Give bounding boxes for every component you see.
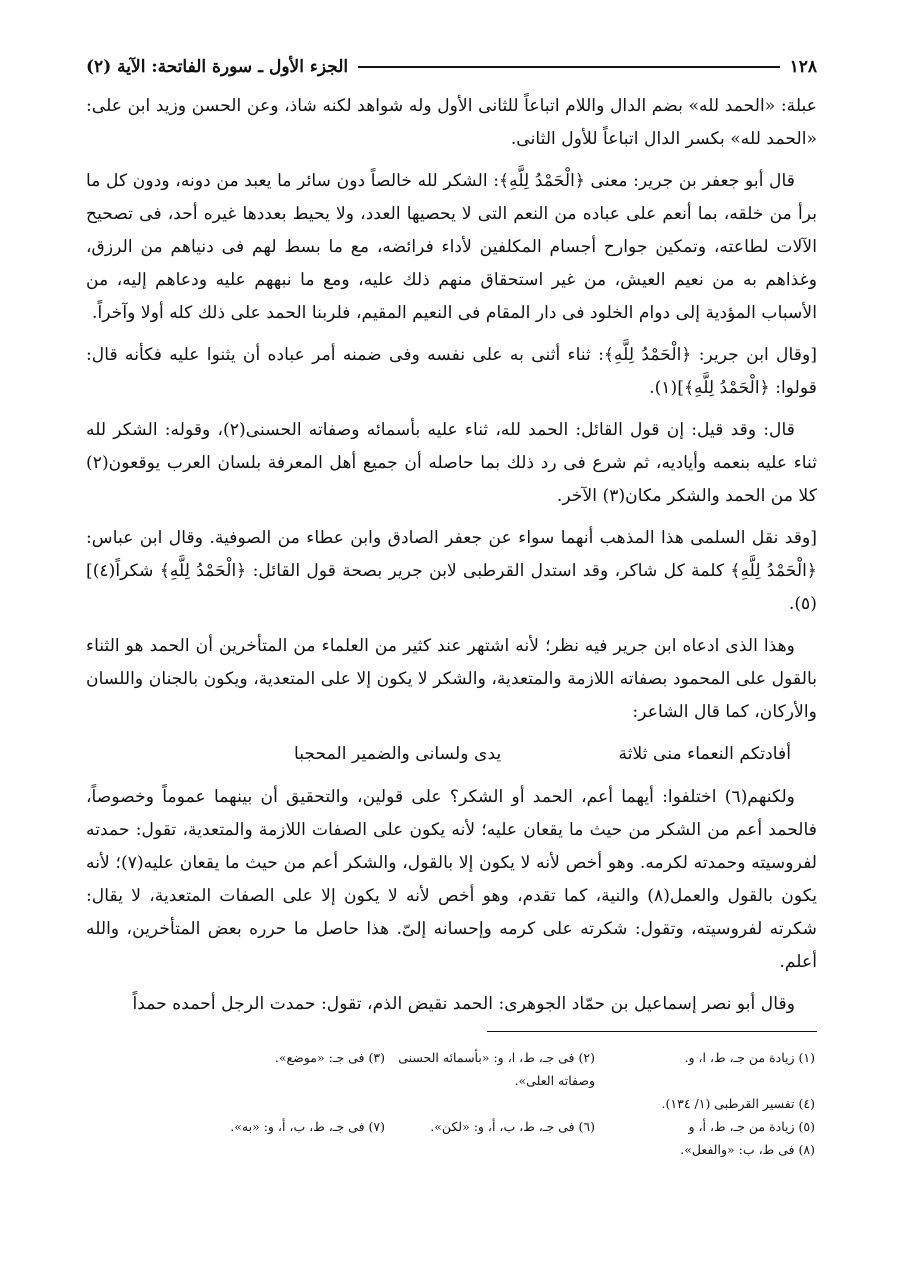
- footnote-row: [86, 1092, 815, 1115]
- paragraph: [وقد نقل السلمى هذا المذهب أنهما سواء عن جعفر الصادق وابن عطاء من الصوفية. وقال ابن عباس: ﴿الْحَمْدُ لِلَّهِ﴾ كلمة كل شاكر، وقد استدل القرطبى لابن جرير بصحة قول القائل: ﴿الْحَمْدُ لِلَّهِ﴾ شكراً(٤)](٥).: [86, 528, 817, 614]
- verse-second-hemistich: يدى ولسانى والضمير المحجبا: [294, 744, 502, 764]
- footnote-row: [86, 1138, 815, 1161]
- main-text-continued: [86, 781, 817, 1021]
- main-text: [86, 90, 817, 729]
- paragraph: ولكنهم(٦) اختلفوا: أيهما أعم، الحمد أو الشكر؟ على قولين، والتحقيق أن بينهما عموماً وخصوصاً، فالحمد أعم من الشكر من حيث ما يقعان عليه؛ لأنه يكون على الصفات اللازمة والمتعدية، تقول: حمدته لفروسيته وحمدته لكرمه. وهو أخص لأنه لا يكون إلا بالقول، والشكر أعم من حيث ما يقعان عليه(٧)؛ لأنه يكون بالقول والعمل(٨) والنية، كما تقدم، وهو أخص لأنه لا يكون إلا على الصفات المتعدية، لا يقال: شكرته لفروسيته، وتقول: شكرته على كرمه وإحسانه إلىّ. هذا حاصل ما حرره بعض المتأخرين، والله أعلم.: [86, 787, 817, 972]
- paragraph: عبلة: «الحمد لله» بضم الدال واللام اتباعاً للثانى الأول وله شواهد لكنه شاذ، وعن الحسن وزيد ابن على: «الحمد لله» بكسر الدال اتباعاً للأول الثانى.: [86, 96, 817, 149]
- paragraph: وهذا الذى ادعاه ابن جرير فيه نظر؛ لأنه اشتهر عند كثير من العلماء من المتأخرين أن الحمد هو الثناء بالقول على المحمود بصفاته اللازمة والمتعدية، والشكر لا يكون إلا على المتعدية، ويكون بالجنان واللسان والأركان، كما قال الشاعر:: [86, 636, 817, 722]
- poetry-verse: [294, 738, 791, 771]
- header-rule: [358, 66, 779, 68]
- footnotes: [86, 1046, 817, 1161]
- footnote-row: [86, 1046, 815, 1092]
- footnote-row: [86, 1115, 815, 1138]
- footnote: (١) زيادة من جـ، ط، ا، و.: [684, 1050, 815, 1065]
- paragraph: وقال أبو نصر إسماعيل بن حمّاد الجوهرى: الحمد نقيض الذم، تقول: حمدت الرجل أحمده حمداً: [132, 994, 795, 1014]
- verse-first-hemistich: أفادتكم النعماء منى ثلاثة: [618, 744, 791, 764]
- footnote: (٨) فى ط، ب: «والفعل».: [680, 1142, 815, 1157]
- footnote: (٣) فى جـ: «موضع».: [274, 1050, 385, 1065]
- footnote: (٧) فى جـ، ط، ب، أ، و: «به».: [230, 1119, 385, 1134]
- footnote-separator: [487, 1031, 817, 1032]
- footnote: (٢) فى جـ، ط، ا، و: «بأسمائه الحسنى وصفاته العلى».: [398, 1050, 595, 1088]
- footnote: (٤) تفسير القرطبى (١/ ١٣٤).: [661, 1096, 815, 1111]
- footnote: (٦) فى جـ، ط، ب، أ، و: «لكن».: [430, 1119, 595, 1134]
- running-header: [86, 52, 817, 82]
- paragraph: قال: وقد قيل: إن قول القائل: الحمد لله، ثناء عليه بأسمائه وصفاته الحسنى(٢)، وقوله: الشكر لله ثناء عليه بنعمه وأياديه، ثم شرع فى رد ذلك بما حاصله أن جميع أهل المعرفة بلسان العرب يوقعون(٢) كلا من الحمد والشكر مكان(٣) الآخر.: [86, 420, 817, 506]
- running-title: الجزء الأول ـ سورة الفاتحة: الآية (٢): [86, 57, 349, 77]
- paragraph: قال أبو جعفر بن جرير: معنى ﴿الْحَمْدُ لِلَّهِ﴾: الشكر لله خالصاً دون سائر ما يعبد من دونه، ودون كل ما برأ من خلقه، بما أنعم على عباده من النعم التى لا يحصيها العدد، ولا يحيط بعددها غيره أحد، فى تصحيح الآلات لطاعته، وتمكين جوارح أجسام المكلفين لأداء فرائضه، مع ما بسط لهم فى دنياهم من الرزق، وغذاهم به من نعيم العيش، من غير استحقاق منهم ذلك عليه، ومع ما نبههم عليه ودعاهم إليه، من الأسباب المؤدية إلى دوام الخلود فى دار المقام فى النعيم المقيم، فلربنا الحمد على ذلك كله أولا وآخراً.: [86, 171, 817, 323]
- page-number: ١٢٨: [789, 57, 817, 77]
- footnote: (٥) زيادة من جـ، ط، أ، و: [688, 1119, 815, 1134]
- paragraph: [وقال ابن جرير: ﴿الْحَمْدُ لِلَّهِ﴾: ثناء أثنى به على نفسه وفى ضمنه أمر عباده أن يثنوا عليه فكأنه قال: قولوا: ﴿الْحَمْدُ لِلَّهِ﴾](١).: [86, 345, 817, 398]
